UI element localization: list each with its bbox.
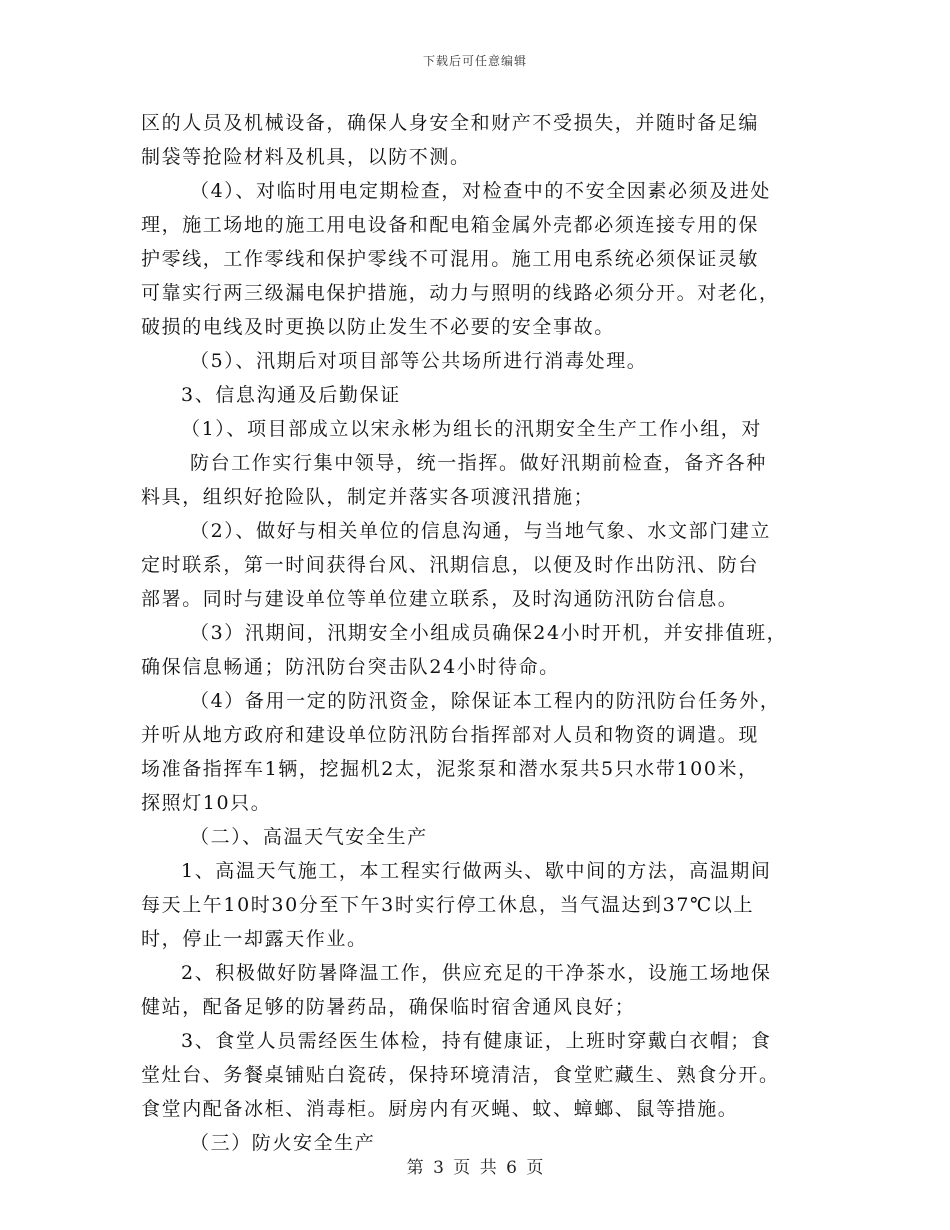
section-heading: 3、信息沟通及后勤保证: [181, 384, 401, 406]
text-line: 时，停止一却露天作业。: [141, 928, 368, 950]
text-line: （3）汛期间，汛期安全小组成员确保24小时开机，并安排值班，: [190, 622, 788, 644]
text-line: （4）备用一定的防汛资金，除保证本工程内的防汛防台任务外，: [190, 690, 781, 712]
text-line: 理，施工场地的施工用电设备和配电箱金属外壳都必须连接专用的保: [141, 214, 760, 236]
text-line: （5）、汛期后对项目部等公共场所进行消毒处理。: [190, 350, 648, 372]
page-header-note: 下载后可任意编辑: [422, 54, 527, 68]
text-line: 堂灶台、务餐桌铺贴白瓷砖，保持环境清洁，食堂贮藏生、熟食分开。: [141, 1064, 780, 1086]
text-line: （4）、对临时用电定期检查，对检查中的不安全因素必须及进处: [190, 180, 771, 202]
page-number: 第 3 页 共 6 页: [406, 1158, 544, 1178]
text-line: 健站，配备足够的防暑药品，确保临时宿舍通风良好；: [141, 996, 636, 1018]
text-line: 定时联系，第一时间获得台风、汛期信息，以便及时作出防汛、防台: [141, 554, 760, 576]
text-line: 确保信息畅通；防汛防台突击队24小时待命。: [141, 656, 560, 678]
text-line: 制袋等抢险材料及机具，以防不测。: [141, 146, 471, 168]
section-heading: （二）、高温天气安全生产: [190, 826, 428, 848]
text-line: 破损的电线及时更换以防止发生不必要的安全事故。: [141, 316, 615, 338]
document-body: [141, 106, 803, 1160]
text-line: 每天上午10时30分至下午3时实行停工休息，当气温达到37℃以上: [141, 894, 755, 916]
text-line: 2、积极做好防暑降温工作，供应充足的干净茶水，设施工场地保: [181, 962, 772, 984]
text-line: 食堂内配备冰柜、消毒柜。厨房内有灭蝇、蚊、蟑螂、鼠等措施。: [141, 1098, 739, 1120]
text-line: 并听从地方政府和建设单位防汛防台指挥部对人员和物资的调遣。现: [141, 724, 760, 746]
text-line: 部署。同时与建设单位等单位建立联系，及时沟通防汛防台信息。: [141, 588, 739, 610]
text-line: 3、食堂人员需经医生体检，持有健康证，上班时穿戴白衣帽；食: [181, 1030, 772, 1052]
text-line: 护零线，工作零线和保护零线不可混用。施工用电系统必须保证灵敏: [141, 248, 760, 270]
text-line: 料具，组织好抢险队，制定并落实各项渡汛措施；: [141, 486, 595, 508]
text-line: 区的人员及机械设备，确保人身安全和财产不受损失，并随时备足编: [141, 112, 760, 134]
text-line: 可靠实行两三级漏电保护措施，动力与照明的线路必须分开。对老化，: [141, 282, 780, 304]
text-line: 防台工作实行集中领导，统一指挥。做好汛期前检查，备齐各种: [190, 452, 767, 474]
text-line: 探照灯10只。: [141, 792, 272, 814]
text-line: 场准备指挥车1辆，挖掘机2太，泥浆泵和潜水泵共5只水带100米，: [141, 758, 759, 780]
text-line: （1）、项目部成立以宋永彬为组长的汛期安全生产工作小组，对: [181, 418, 762, 440]
text-line: 1、高温天气施工，本工程实行做两头、歇中间的方法，高温期间: [181, 860, 772, 882]
section-heading: （三）防火安全生产: [190, 1132, 376, 1154]
text-line: （2）、做好与相关单位的信息沟通，与当地气象、水文部门建立: [190, 520, 771, 542]
